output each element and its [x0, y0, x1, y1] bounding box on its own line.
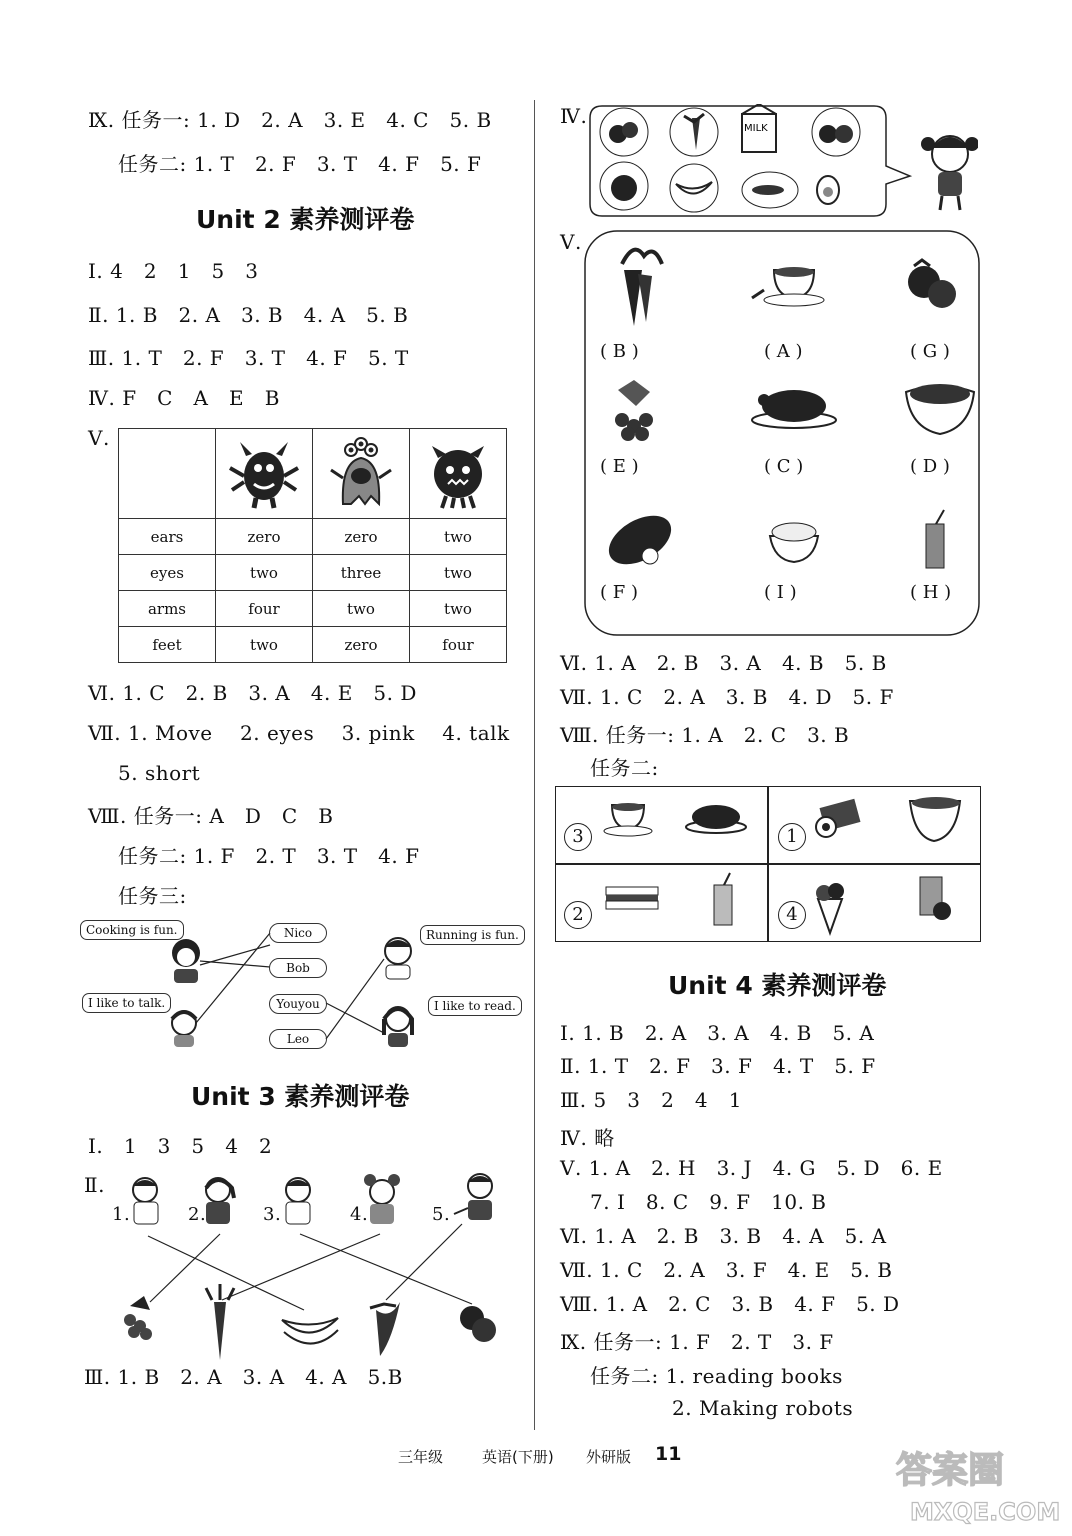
girl-2-icon: [364, 1174, 400, 1224]
ix-task1: Ⅸ. 任务一: 1. D 2. A 3. E 4. C 5. B: [88, 108, 492, 132]
food-answers-frame: [584, 230, 982, 638]
monster-table: [118, 428, 507, 663]
girl-speaker-icon: [921, 136, 978, 210]
eggs-plate-icon: [812, 108, 860, 156]
u2-ii: Ⅱ. 1. B 2. A 3. B 4. A 5. B: [88, 303, 409, 327]
food-answer-9: ( H ): [910, 582, 952, 603]
milk-label: MILK: [744, 123, 768, 134]
u4-i: Ⅰ. 1. B 2. A 3. A 4. B 5. A: [560, 1021, 875, 1045]
u3-ii-num-2: 2.: [188, 1204, 207, 1225]
tomato-icon: [460, 1306, 496, 1342]
footer-grade: 三年级: [398, 1448, 444, 1466]
u3-ii-num-1: 1.: [112, 1204, 131, 1225]
u2-viii-2: 任务二: 1. F 2. T 3. T 4. F: [118, 844, 420, 868]
food-answer-6: ( D ): [910, 456, 950, 477]
u4-v: Ⅴ. 1. A 2. H 3. J 4. G 5. D 6. E: [560, 1156, 943, 1180]
grid-num-4: 4: [778, 901, 806, 929]
grid-foods: [556, 787, 980, 941]
table-cell: two: [216, 627, 313, 663]
monster-2-icon: [321, 432, 401, 512]
grid-num-2: 1: [778, 823, 806, 851]
girl-3-icon: [384, 1007, 412, 1047]
r-vi: Ⅵ. 1. A 2. B 3. A 4. B 5. B: [560, 651, 887, 675]
monster-1-icon: [224, 432, 304, 512]
boy-1-icon: [385, 938, 411, 979]
bubble-talk: I like to talk.: [82, 993, 171, 1013]
u3-ii-num-4: 4.: [350, 1204, 369, 1225]
row-label: feet: [119, 627, 216, 663]
table-cell: zero: [216, 519, 313, 555]
tea-icon: [752, 267, 824, 306]
monster-3-cell: [410, 429, 507, 519]
r-v-label: Ⅴ.: [560, 230, 582, 254]
u3-iii: Ⅲ. 1. B 2. A 3. A 4. A 5.B: [84, 1365, 403, 1389]
tea-icon: [604, 803, 652, 836]
table-cell: four: [216, 591, 313, 627]
tomato-plate-icon: [600, 108, 648, 156]
u4-v-b: 7. I 8. C 9. F 10. B: [590, 1190, 827, 1214]
monster-2-cell: [313, 429, 410, 519]
u2-viii-3: 任务三:: [118, 884, 187, 908]
banana-plate-icon: [670, 164, 718, 212]
girl-1-icon: [172, 939, 200, 983]
u3-ii-num-5: 5.: [432, 1204, 451, 1225]
grid-num-3: 2: [564, 901, 592, 929]
juice-glass-icon: [926, 510, 944, 568]
u4-viii: Ⅷ. 1. A 2. C 3. B 4. F 5. D: [560, 1292, 900, 1316]
ix-task2: 任务二: 1. T 2. F 3. T 4. F 5. F: [118, 152, 482, 176]
grid-num-1: 3: [564, 823, 592, 851]
vegetables-icon: [622, 250, 662, 326]
bubble-cooking: Cooking is fun.: [80, 920, 184, 940]
u2-viii-1: Ⅷ. 任务一: A D C B: [88, 804, 334, 828]
apple-plate-icon: [600, 162, 648, 210]
food-answer-8: ( I ): [764, 582, 797, 603]
food-matching-figure: [100, 1170, 520, 1370]
r-viii-2: 任务二:: [590, 756, 659, 780]
u4-ii: Ⅱ. 1. T 2. F 3. F 4. T 5. F: [560, 1054, 876, 1078]
salad-bowl-icon: [910, 797, 960, 841]
footer-edition: 外研版: [586, 1448, 632, 1466]
u4-iii: Ⅲ. 5 3 2 4 1: [560, 1088, 742, 1112]
food-answer-5: ( C ): [764, 456, 804, 477]
bubble-running: Running is fun.: [420, 925, 525, 945]
roast-chicken-icon: [752, 390, 836, 428]
u2-i: Ⅰ. 4 2 1 5 3: [88, 259, 259, 283]
egg-icon: [817, 176, 839, 204]
footer-subject: 英语(下册): [482, 1448, 554, 1466]
column-divider: [534, 100, 535, 1430]
tomatoes-icon: [908, 260, 956, 308]
table-cell: three: [313, 555, 410, 591]
noodles-bowl-icon: [906, 384, 974, 434]
grapes-icon: [124, 1296, 152, 1340]
food-answer-3: ( G ): [910, 341, 950, 362]
food-answer-7: ( F ): [600, 582, 638, 603]
boy-3-icon: [454, 1174, 492, 1220]
name-nico: Nico: [269, 923, 327, 943]
boy-2-icon: [286, 1178, 310, 1224]
name-youyou: Youyou: [269, 994, 327, 1014]
row-label: eyes: [119, 555, 216, 591]
roast-chicken-icon: [686, 805, 746, 833]
u2-iv: Ⅳ. F C A E B: [88, 386, 280, 410]
vegetable-icon: [370, 1302, 400, 1356]
name-bob: Bob: [269, 958, 327, 978]
monster-1-cell: [216, 429, 313, 519]
r-viii-1: Ⅷ. 任务一: 1. A 2. C 3. B: [560, 723, 850, 747]
food-answer-2: ( A ): [764, 341, 803, 362]
u4-ix-3: 2. Making robots: [672, 1396, 854, 1420]
table-cell: two: [313, 591, 410, 627]
name-leo: Leo: [269, 1029, 327, 1049]
u3-ii-num-3: 3.: [263, 1204, 282, 1225]
ordering-grid: [555, 786, 981, 942]
grapes-icon: [615, 380, 653, 441]
u3-ii-label: Ⅱ.: [84, 1173, 105, 1197]
r-iv-label: Ⅳ.: [560, 104, 588, 128]
unit2-title: Unit 2 素养测评卷: [196, 205, 415, 234]
juice-glass-icon: [714, 873, 732, 925]
watermark-logo: [890, 1440, 1060, 1530]
u2-vi: Ⅵ. 1. C 2. B 3. A 4. E 5. D: [88, 681, 417, 705]
table-cell: two: [410, 555, 507, 591]
u2-vii: Ⅶ. 1. Move 2. eyes 3. pink 4. talk: [88, 721, 510, 745]
svg-text:答案圈: 答案圈: [896, 1450, 1005, 1491]
table-cell: four: [410, 627, 507, 663]
unit3-title: Unit 3 素养测评卷: [191, 1082, 410, 1111]
bubble-read: I like to read.: [428, 996, 522, 1016]
fish-plate-icon: [601, 506, 680, 575]
row-label: arms: [119, 591, 216, 627]
r-vii: Ⅶ. 1. C 2. A 3. B 4. D 5. F: [560, 685, 894, 709]
rice-bowl-icon: [770, 523, 818, 562]
u4-ix-2: 任务二: 1. reading books: [590, 1364, 843, 1388]
row-label: ears: [119, 519, 216, 555]
u2-vii-b: 5. short: [118, 761, 201, 785]
unit4-title: Unit 4 素养测评卷: [668, 971, 887, 1000]
girl-1-icon: [206, 1178, 234, 1224]
juice-apple-icon: [920, 877, 951, 920]
u2-v-label: Ⅴ.: [88, 426, 110, 450]
table-cell: two: [410, 519, 507, 555]
u4-ix-1: Ⅸ. 任务一: 1. F 2. T 3. F: [560, 1330, 834, 1354]
table-cell: zero: [313, 519, 410, 555]
table-cell: zero: [313, 627, 410, 663]
monster-3-icon: [418, 432, 498, 512]
table-cell: two: [410, 591, 507, 627]
food-answer-1: ( B ): [600, 341, 639, 362]
u4-vi: Ⅵ. 1. A 2. B 3. B 4. A 5. A: [560, 1224, 887, 1248]
carrot-icon: [206, 1284, 234, 1360]
u4-vii: Ⅶ. 1. C 2. A 3. F 4. E 5. B: [560, 1258, 893, 1282]
food-bubble-figure: [588, 104, 978, 220]
u3-i: Ⅰ. 1 3 5 4 2: [88, 1134, 273, 1158]
peas-plate-icon: [742, 172, 798, 208]
u4-iv: Ⅳ. 略: [560, 1126, 615, 1150]
carrot-plate-icon: [670, 108, 718, 156]
blank-cell: [119, 429, 216, 519]
girl-2-icon: [172, 1011, 196, 1047]
table-cell: two: [216, 555, 313, 591]
u2-iii: Ⅲ. 1. T 2. F 3. T 4. F 5. T: [88, 346, 409, 370]
sandwich-icon: [606, 887, 658, 909]
sushi-icon: [816, 799, 860, 837]
page-number: 11: [655, 1443, 682, 1465]
boy-1-icon: [133, 1178, 158, 1224]
svg-text:MXQE.COM: MXQE.COM: [910, 1498, 1060, 1526]
ice-cream-icon: [816, 883, 844, 933]
food-answer-4: ( E ): [600, 456, 639, 477]
banana-icon: [282, 1318, 338, 1344]
